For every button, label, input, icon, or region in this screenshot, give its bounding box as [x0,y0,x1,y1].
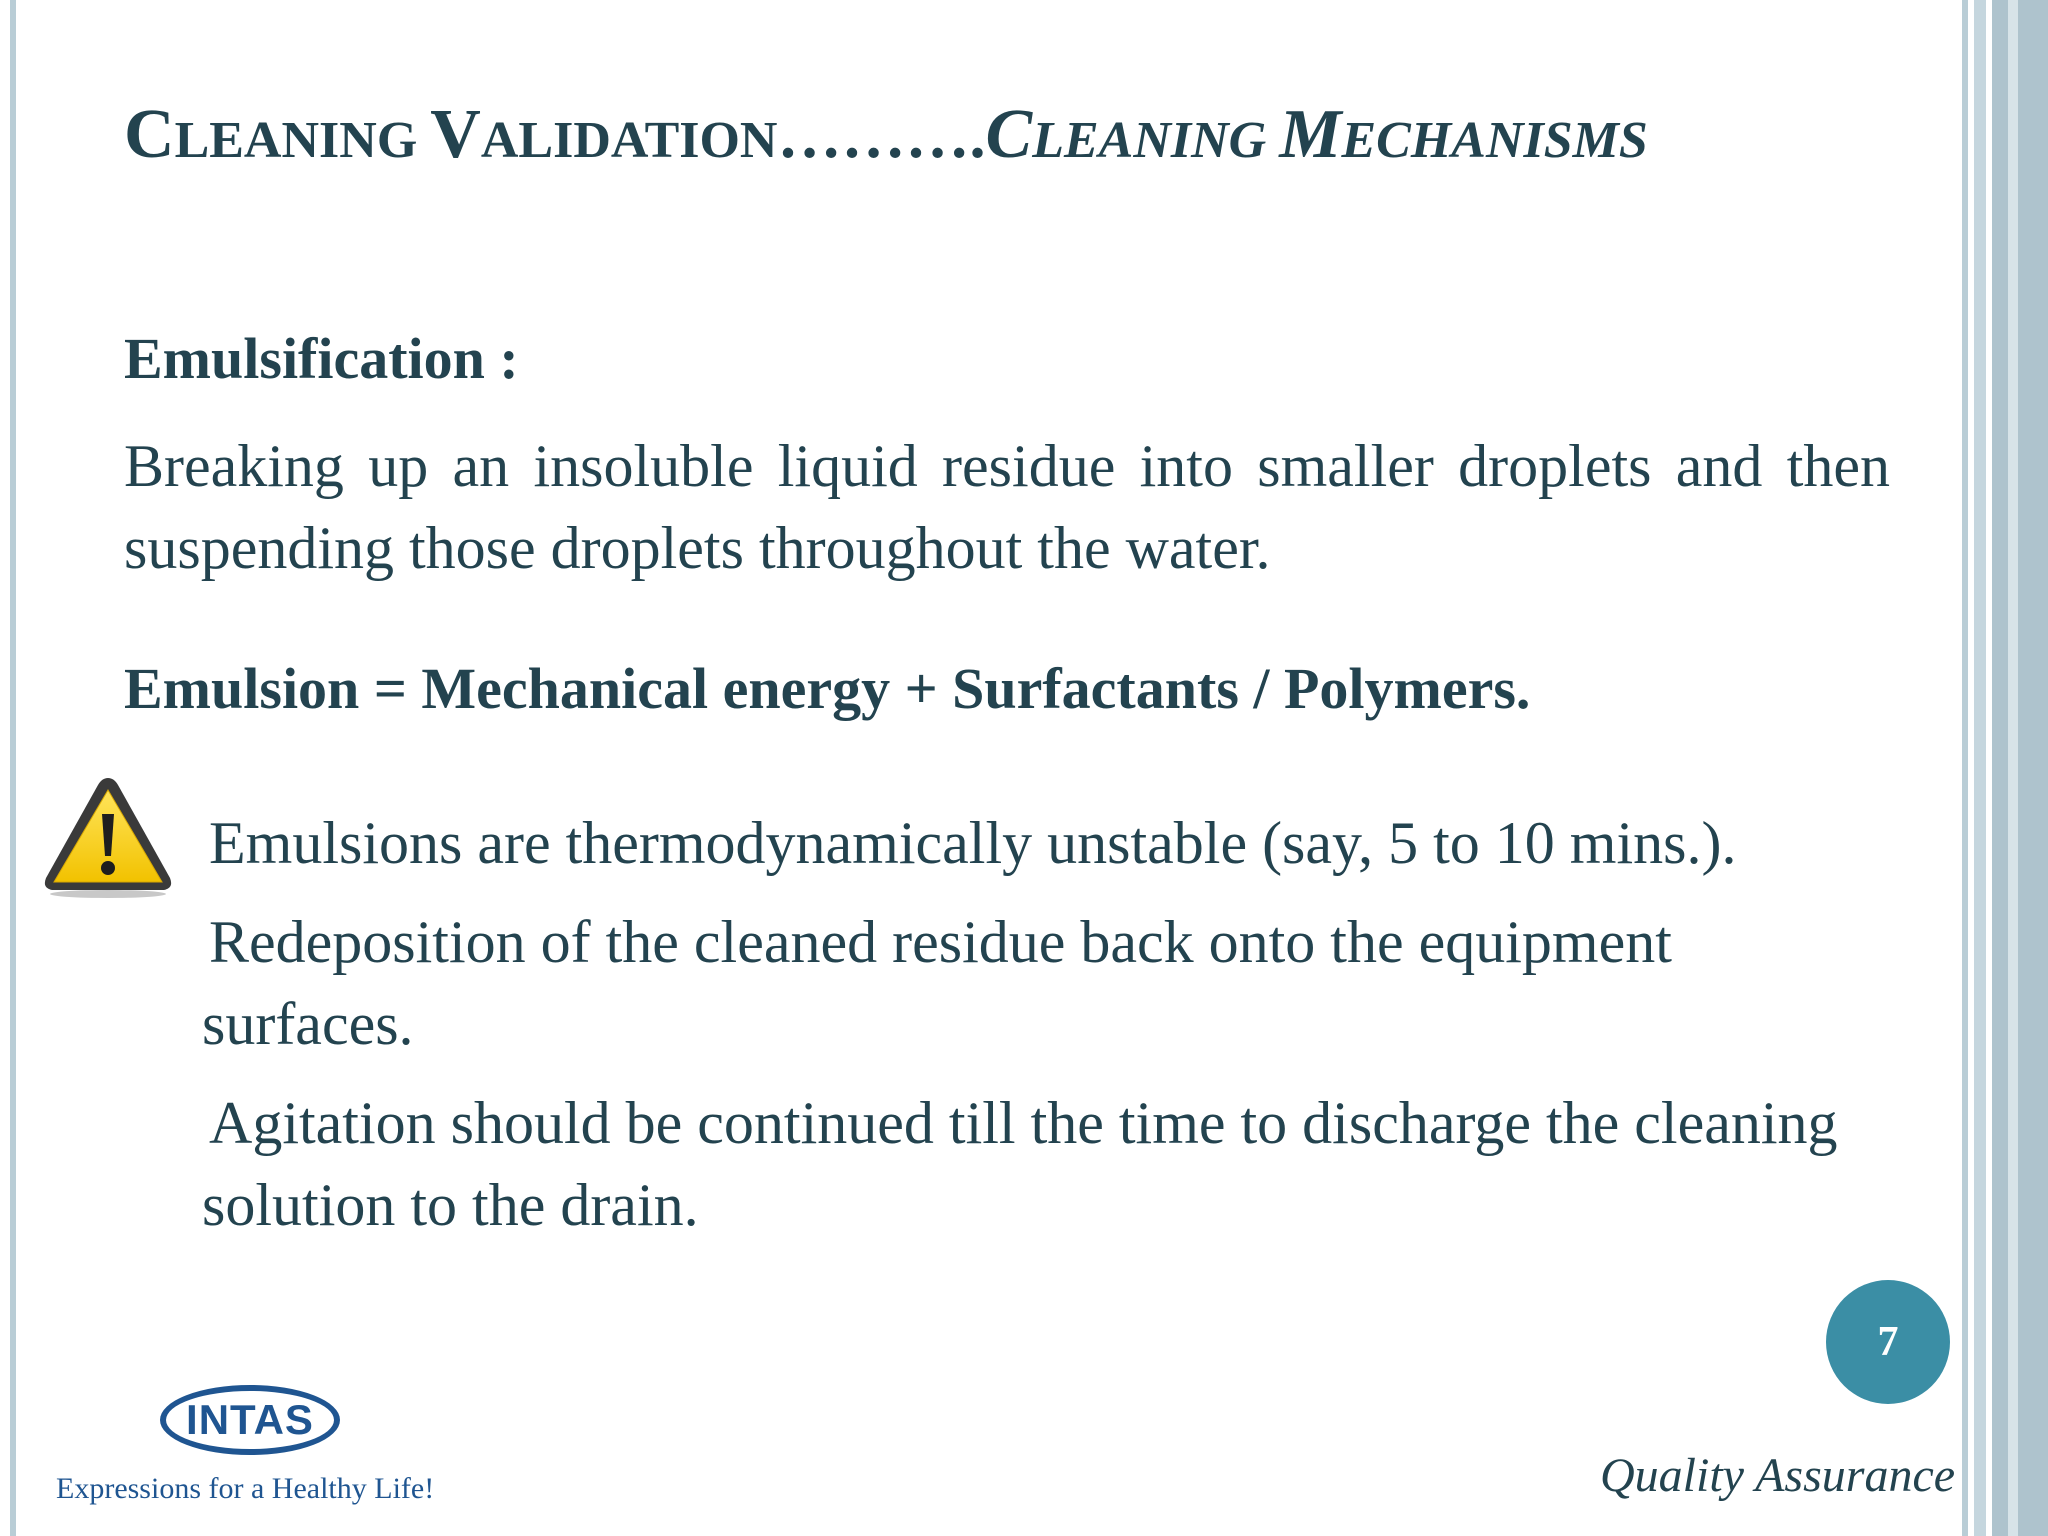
definition-paragraph: Breaking up an insoluble liquid residue into smaller droplets and then suspending those droplets throughout the water. [124,433,1890,581]
warning-icon [38,770,178,900]
logo-tagline: Expressions for a Healthy Life! [56,1472,435,1505]
page-number-badge: 7 [1826,1280,1950,1404]
title-initial-1: C [124,96,175,173]
warning-point-1: Emulsions are thermodynamically unstable (say, 5 to 10 mins.). [209,810,1737,876]
emulsion-equation: Emulsion = Mechanical energy + Surfactants / Polymers. [124,656,1531,721]
title-smallcaps-3: LEANING [1032,112,1280,169]
title-initial-3: C [985,96,1033,173]
title-smallcaps-2: ALIDATION [480,112,778,169]
right-border-decoration [1960,0,2048,1536]
left-border-decoration [0,0,24,1536]
warning-point-3: Agitation should be continued till the time to discharge the cleaning solution to the drain. [202,1090,1838,1238]
intas-logo [50,1380,470,1520]
title-smallcaps-1: LEANING [174,112,431,169]
footer-department: Quality Assurance [1600,1449,1956,1502]
title-dots: ………. [777,100,986,171]
title-initial-4: M [1279,96,1342,173]
title-initial-2: V [430,96,481,173]
section-heading: Emulsification : [124,326,519,391]
warning-point-2: Redeposition of the cleaned residue back onto the equipment surfaces. [202,909,1672,1057]
slide-title [124,96,1924,173]
logo-wordmark: INTAS [160,1385,340,1455]
title-smallcaps-4: ECHANISMS [1341,112,1648,169]
